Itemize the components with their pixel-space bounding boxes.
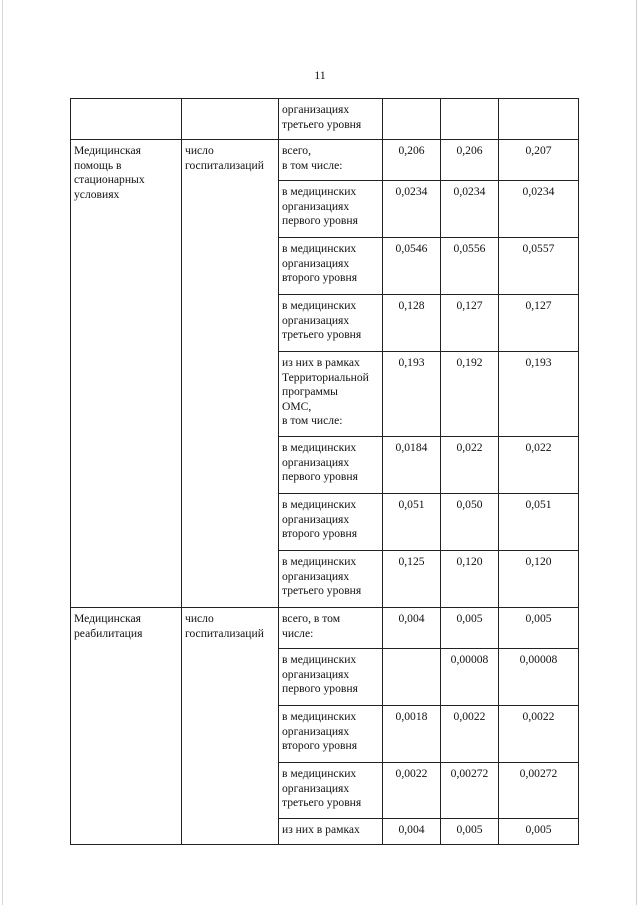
value-cell: 0,0234	[383, 181, 441, 238]
scan-edge-left	[2, 0, 3, 905]
value-cell: 0,0234	[441, 181, 499, 238]
row-label: в медицинских организациях второго уровня	[279, 494, 383, 551]
value-cell: 0,022	[499, 437, 579, 494]
value-cell: 0,005	[441, 819, 499, 845]
value-cell: 0,005	[499, 819, 579, 845]
value-cell: 0,0556	[441, 238, 499, 295]
page-number: 11	[314, 68, 326, 82]
value-cell: 0,193	[383, 352, 441, 437]
value-cell: 0,127	[499, 295, 579, 352]
value-cell: 0,051	[383, 494, 441, 551]
value-cell: 0,00272	[499, 763, 579, 819]
row-label: из них в рамках	[279, 819, 383, 845]
row-label: организациях третьего уровня	[279, 99, 383, 140]
value-cell: 0,004	[383, 819, 441, 845]
value-cell: 0,192	[441, 352, 499, 437]
indicators-table	[70, 98, 579, 845]
value-cell: 0,120	[441, 551, 499, 608]
row-label: в медицинских организациях второго уровня	[279, 706, 383, 763]
scan-edge-right	[636, 0, 637, 905]
row-label: всего, в том числе:	[279, 608, 383, 649]
section-cell: Медицинская реабилитация	[71, 608, 182, 845]
section-cell: Медицинская помощь в стационарных условиях	[71, 140, 182, 608]
value-cell: 0,00008	[441, 649, 499, 706]
value-cell: 0,207	[499, 140, 579, 181]
row-label: из них в рамках Территориальной программы ОМС, в том числе:	[279, 352, 383, 437]
row-label: в медицинских организациях второго уровня	[279, 238, 383, 295]
value-cell: 0,0546	[383, 238, 441, 295]
value-cell: 0,120	[499, 551, 579, 608]
value-cell: 0,050	[441, 494, 499, 551]
value-cell: 0,125	[383, 551, 441, 608]
value-cell: 0,206	[441, 140, 499, 181]
unit-cell	[182, 99, 279, 140]
value-cell: 0,127	[441, 295, 499, 352]
value-cell: 0,00008	[499, 649, 579, 706]
value-cell: 0,0234	[499, 181, 579, 238]
section-cell	[71, 99, 182, 140]
value-cell: 0,0022	[441, 706, 499, 763]
indicators-table-body	[71, 99, 579, 845]
value-cell: 0,022	[441, 437, 499, 494]
row-label: в медицинских организациях первого уровня	[279, 649, 383, 706]
value-cell: 0,0018	[383, 706, 441, 763]
value-cell: 0,004	[383, 608, 441, 649]
unit-cell: число госпитализаций	[182, 608, 279, 845]
value-cell: 0,0022	[383, 763, 441, 819]
row-label: всего, в том числе:	[279, 140, 383, 181]
row-label: в медицинских организациях третьего уровня	[279, 551, 383, 608]
value-cell: 0,193	[499, 352, 579, 437]
value-cell: 0,128	[383, 295, 441, 352]
table-row	[71, 99, 579, 140]
value-cell	[441, 99, 499, 140]
value-cell: 0,0184	[383, 437, 441, 494]
value-cell: 0,0022	[499, 706, 579, 763]
value-cell	[383, 649, 441, 706]
row-label: в медицинских организациях первого уровня	[279, 181, 383, 238]
unit-cell: число госпитализаций	[182, 140, 279, 608]
row-label: в медицинских организациях третьего уровня	[279, 763, 383, 819]
value-cell	[383, 99, 441, 140]
row-label: в медицинских организациях первого уровня	[279, 437, 383, 494]
value-cell: 0,00272	[441, 763, 499, 819]
value-cell: 0,005	[441, 608, 499, 649]
value-cell: 0,0557	[499, 238, 579, 295]
table-row	[71, 140, 579, 181]
value-cell	[499, 99, 579, 140]
value-cell: 0,206	[383, 140, 441, 181]
value-cell: 0,051	[499, 494, 579, 551]
row-label: в медицинских организациях третьего уровня	[279, 295, 383, 352]
value-cell: 0,005	[499, 608, 579, 649]
table-row	[71, 608, 579, 649]
